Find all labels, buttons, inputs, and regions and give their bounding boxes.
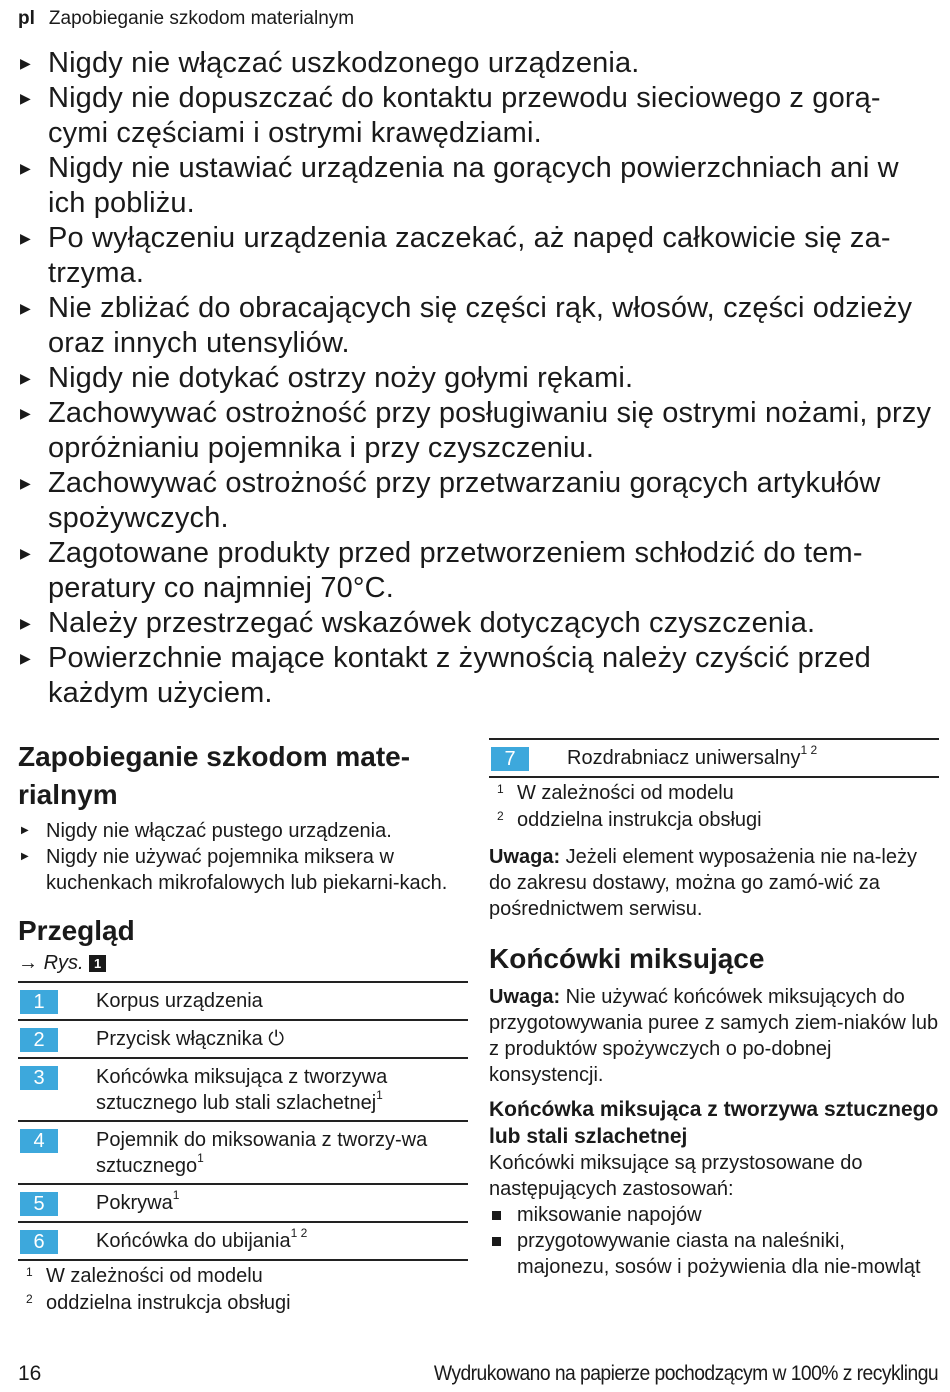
footnote-ref: 1 2	[800, 743, 818, 757]
accessory-note: Uwaga: Jeżeli element wyposażenia nie na-leży do zakresu dostawy, można go zamó-wić za pośrednictwem serwisu.	[489, 846, 917, 920]
list-item: ▶ Nigdy nie dopuszczać do kontaktu przewodu sieciowego z gorą-cymi częściami i ostrymi krawędziami.	[18, 81, 938, 151]
part-number-badge: 1	[20, 990, 58, 1014]
overview-heading: Przegląd	[18, 915, 135, 946]
list-item: ▶ Zachowywać ostrożność przy posługiwaniu się ostrymi nożami, przy opróżnianiu pojemnika i przy czyszczeniu.	[18, 396, 938, 466]
table-row	[489, 739, 939, 777]
footnote-ref: 1 2	[290, 1226, 308, 1240]
damage-list	[18, 818, 468, 896]
footnote-ref: 1	[197, 1151, 204, 1165]
left-column	[18, 738, 468, 1317]
part-number-badge: 2	[20, 1028, 58, 1052]
list-item: ▶ Nigdy nie dotykać ostrzy noży gołymi rękami.	[18, 361, 938, 396]
list-item: ▶ Powierzchnie mające kontakt z żywnością należy czyścić przed każdym użyciem.	[18, 641, 938, 711]
table-row	[18, 1121, 468, 1184]
part-label: Pojemnik do miksowania z tworzy-wa sztucznego	[96, 1129, 428, 1177]
figure-reference: → Rys. 1	[18, 952, 468, 975]
footnote-ref: 1	[172, 1188, 180, 1202]
list-item: ▶ Nigdy nie używać pojemnika miksera w kuchenkach mikrofalowych lub piekarni-kach.	[18, 844, 468, 896]
list-item: miksowanie napojów	[489, 1202, 939, 1228]
footnote: 1 W zależności od modelu	[26, 1265, 263, 1287]
list-item: ▶ Zagotowane produkty przed przetworzeniem schłodzić do tem-peratury co najmniej 70°C.	[18, 536, 938, 606]
mixing-subheading: Końcówka miksująca z tworzywa sztucznego lub stali szlachetnej	[489, 1098, 939, 1148]
list-item: ▶ Nie zbliżać do obracających się części rąk, włosów, części odzieży oraz innych utensyliów.	[18, 291, 938, 361]
list-item: ▶ Należy przestrzegać wskazówek dotyczących czyszczenia.	[18, 606, 938, 641]
page-header	[18, 8, 354, 30]
footnote: 1 W zależności od modelu	[497, 782, 734, 804]
part-number-badge: 6	[20, 1230, 58, 1254]
uses-list	[489, 1202, 939, 1280]
list-item: ▶ Po wyłączeniu urządzenia zaczekać, aż napęd całkowicie się za-trzyma.	[18, 221, 938, 291]
footnotes	[18, 1263, 468, 1317]
list-item: przygotowywanie ciasta na naleśniki, majonezu, sosów i pożywienia dla nie-mowląt	[489, 1228, 939, 1280]
footnote: 2 oddzielna instrukcja obsługi	[26, 1292, 291, 1314]
damage-heading: Zapobieganie szkodom mate-rialnym	[18, 741, 411, 810]
part-number-badge: 3	[20, 1066, 58, 1090]
part-label: Pokrywa	[96, 1192, 173, 1214]
page-number: 16	[18, 1362, 42, 1385]
part-number-badge: 5	[20, 1192, 58, 1216]
footnotes	[489, 780, 939, 834]
table-row	[18, 982, 468, 1020]
footnote: 2 oddzielna instrukcja obsługi	[497, 809, 762, 831]
footnote-ref: 1	[376, 1088, 383, 1102]
parts-table-continued	[489, 738, 939, 778]
arrow-icon: →	[18, 952, 38, 974]
list-item: ▶ Nigdy nie ustawiać urządzenia na gorących powierzchniach ani w ich pobliżu.	[18, 151, 938, 221]
mixing-intro: Końcówki miksujące są przystosowane do następujących zastosowań:	[489, 1152, 863, 1200]
table-row	[18, 1222, 468, 1260]
table-row	[18, 1184, 468, 1222]
part-label: Końcówka miksująca z tworzywa sztucznego lub stali szlachetnej	[96, 1066, 388, 1114]
part-label: Rozdrabniacz uniwersalny	[567, 747, 801, 769]
recycling-note: Wydrukowano na papierze pochodzącym w 100% z recyklingu	[433, 1362, 938, 1385]
part-label: Przycisk włącznika ⏻	[96, 1028, 285, 1050]
running-title: Zapobieganie szkodom materialnym	[48, 8, 355, 29]
safety-list	[18, 46, 938, 711]
language-code: pl	[18, 8, 35, 29]
mixing-heading: Końcówki miksujące	[489, 943, 765, 974]
part-label: Końcówka do ubijania	[96, 1230, 291, 1252]
table-row	[18, 1058, 468, 1121]
figure-number-badge: 1	[89, 955, 106, 972]
part-label: Korpus urządzenia	[96, 990, 263, 1012]
parts-table	[18, 981, 468, 1261]
part-number-badge: 4	[20, 1129, 58, 1153]
list-item: ▶ Nigdy nie włączać pustego urządzenia.	[18, 818, 468, 844]
right-column	[489, 738, 939, 1280]
table-row	[18, 1020, 468, 1058]
part-number-badge: 7	[491, 747, 529, 771]
list-item: ▶ Nigdy nie włączać uszkodzonego urządzenia.	[18, 46, 938, 81]
list-item: ▶ Zachowywać ostrożność przy przetwarzaniu gorących artykułów spożywczych.	[18, 466, 938, 536]
mixing-note: Uwaga: Nie używać końcówek miksujących do przygotowywania puree z samych ziem-niaków lub z produktów spożywczych o po-dobnej konsystencji.	[489, 986, 939, 1086]
